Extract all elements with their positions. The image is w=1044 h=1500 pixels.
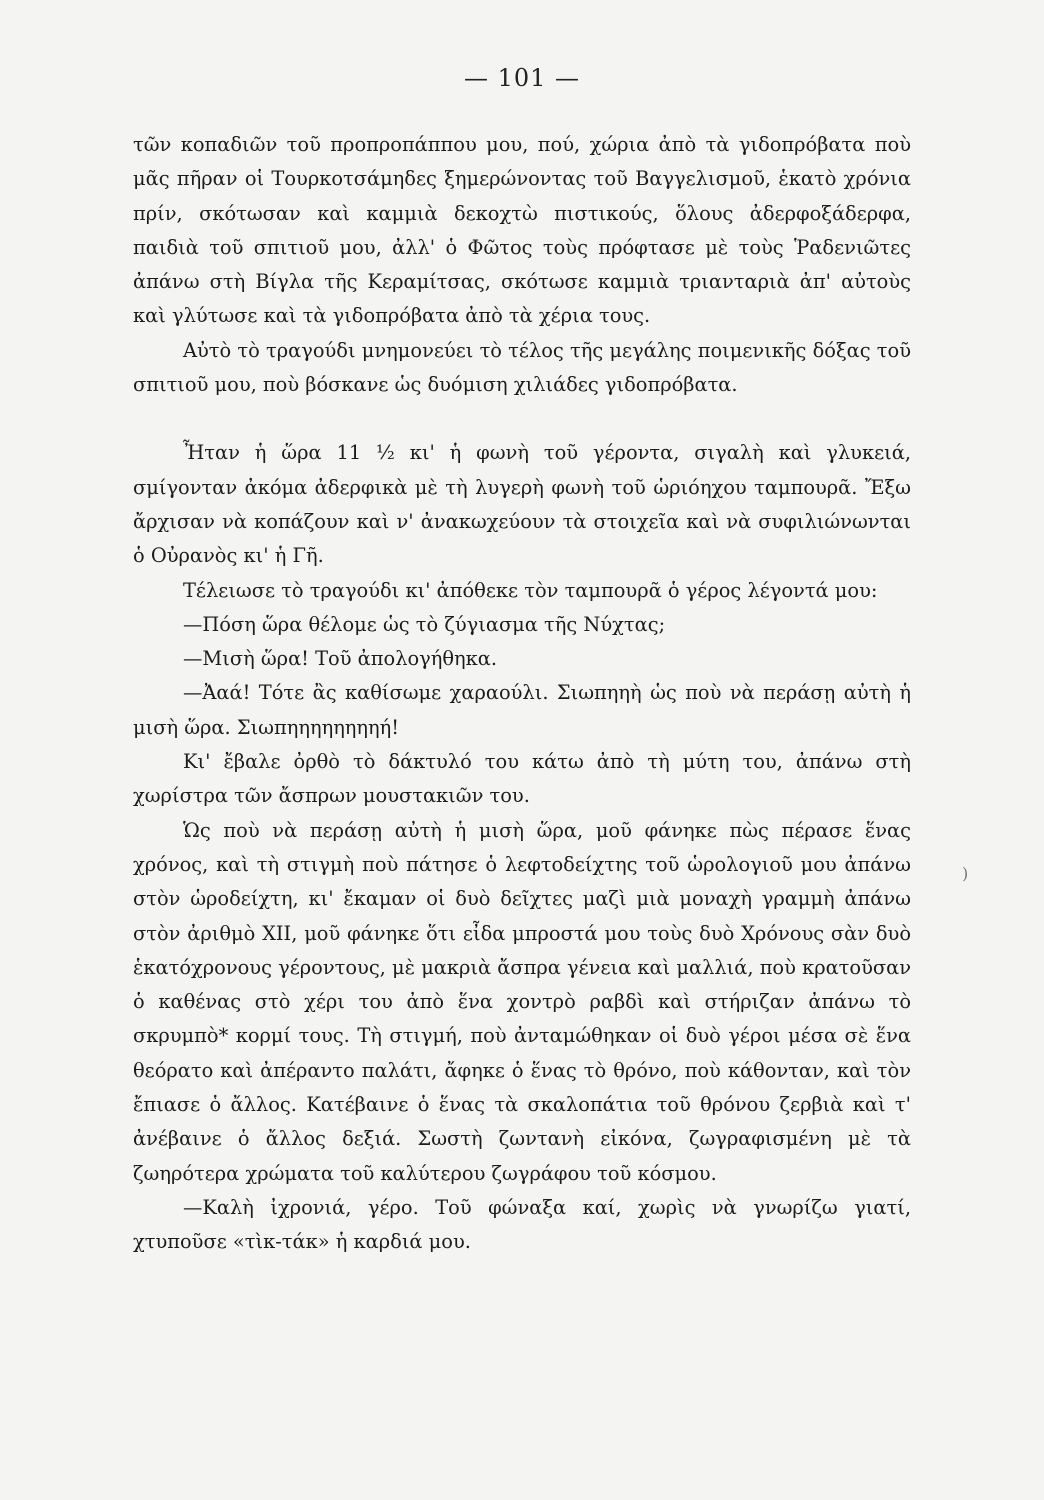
margin-mark: ) [962,864,969,883]
dialogue-line: —Καλὴ ἰχρονιά, γέρο. Τοῦ φώναξα καί, χωρὶς νὰ γνωρίζω γιατί, χτυποῦσε «τὶκ-τάκ» ἡ καρδιά μου. [133,1195,911,1254]
paragraph-song-ended: Τέλειωσε τὸ τραγούδι κι' ἀπόθεκε τὸν ταμπουρᾶ ὁ γέρος λέγοντά μου: [183,578,878,602]
paragraph-song-memory: Αὐτὸ τὸ τραγούδι μνημονεύει τὸ τέλος τῆς μεγάλης ποιμενικῆς δόξας τοῦ σπιτιοῦ μου, ποὺ βόσκανε ὡς δυόμιση χιλιάδες γιδοπρόβατα. [133,338,911,397]
page-number: — 101 — [463,64,581,92]
paragraph-finger: Κι' ἔβαλε ὀρθὸ τὸ δάκτυλό του κάτω ἀπὸ τὴ μύτη του, ἀπάνω στὴ χωρίστρα τῶν ἄσπρων μουστακιῶν του. [133,750,911,808]
paragraph-hour: Ἦταν ἡ ὥρα 11 ½ κι' ἡ φωνὴ τοῦ γέροντα, σιγαλὴ καὶ γλυκειά, σμίγονταν ἀκόμα ἀδερφικὰ μὲ τὴ λυγερὴ φωνὴ τοῦ ὡριόηχου ταμπουρᾶ. Ἔξω ἄρχισαν νὰ κοπάζουν καὶ ν' ἀνακωχεύουν τὰ στοιχεῖα καὶ νὰ συφιλιώνωνται ὁ Οὐρανὸς κι' ἡ Γῆ. [133,441,911,568]
dialogue-line: —Πόση ὥρα θέλομε ὡς τὸ ζύγιασμα τῆς Νύχτας; [183,612,666,636]
dialogue-line: —Μισὴ ὥρα! Τοῦ ἀπολογήθηκα. [183,647,498,671]
dialogue-line: —Ἀαά! Τότε ἂς καθίσωμε χαραούλι. Σιωπηηὴ ὡς ποὺ νὰ περάσῃ αὐτὴ ἡ μισὴ ὥρα. Σιωπηηηηηηηηή! [133,681,911,739]
paragraph-two-times: Ὡς ποὺ νὰ περάσῃ αὐτὴ ἡ μισὴ ὥρα, μοῦ φάνηκε πὼς πέρασε ἕνας χρόνος, καὶ τὴ στιγμὴ ποὺ πάτησε ὁ λεφτοδείχτης τοῦ ὡρολογιοῦ μου ἀπάνω στὸν ὡροδείχτη, κι' ἔκαμαν οἱ δυὸ δεῖχτες μαζὶ μιὰ μοναχὴ γραμμὴ ἀπάνω στὸν ἀριθμὸ XII, μοῦ φάνηκε ὅτι εἶδα μπροστά μου τοὺς δυὸ Χρόνους σὰν δυὸ ἑκατόχρονους γέροντους, μὲ μακριὰ ἄσπρα γένεια καὶ μαλλιά, ποὺ κρατοῦσαν ὁ καθένας στὸ χέρι του ἀπὸ ἕνα χοντρὸ ραβδὶ καὶ στήριζαν ἀπάνω τὸ σκρυμπὸ* κορμί τους. Τὴ στιγμή, ποὺ ἀνταμώθηκαν οἱ δυὸ γέροι μέσα σὲ ἕνα θεόρατο καὶ ἀπέραντο παλάτι, ἄφηκε ὁ ἕνας τὸ θρόνο, ποὺ κάθονταν, καὶ τὸν ἔπιασε ὁ ἄλλος. Κατέβαινε ὁ ἕνας τὰ σκαλοπάτια τοῦ θρόνου ζερβιὰ καὶ τ' ἀνέβαινε ὁ ἄλλος δεξιά. Σωστὴ ζωντανὴ εἰκόνα, ζωγραφισμένη μὲ τὰ ζωηρότερα χρώματα τοῦ καλύτερου ζωγράφου τοῦ κόσμου. [133,818,911,1185]
body-text [133,128,911,1260]
paragraph-continuation: τῶν κοπαδιῶν τοῦ προπροπάππου μου, πού, χώρια ἀπὸ τὰ γιδοπρόβατα ποὺ μᾶς πῆραν οἱ Τουρκοτσάμηδες ξημερώνοντας τοῦ Βαγγελισμοῦ, ἑκατὸ χρόνια πρίν, σκότωσαν καὶ καμμιὰ δεκοχτὼ πιστικούς, ὅλους ἀδερφοξάδερφα, παιδιὰ τοῦ σπιτιοῦ μου, ἀλλ' ὁ Φῶτος τοὺς πρόφτασε μὲ τοὺς Ῥαδενιῶτες ἀπάνω στὴ Βίγλα τῆς Κεραμίτσας, σκότωσε καμμιὰ τριανταριὰ ἀπ' αὐτοὺς καὶ γλύτωσε καὶ τὰ γιδοπρόβατα ἀπὸ τὰ χέρια τους. [133,133,911,328]
